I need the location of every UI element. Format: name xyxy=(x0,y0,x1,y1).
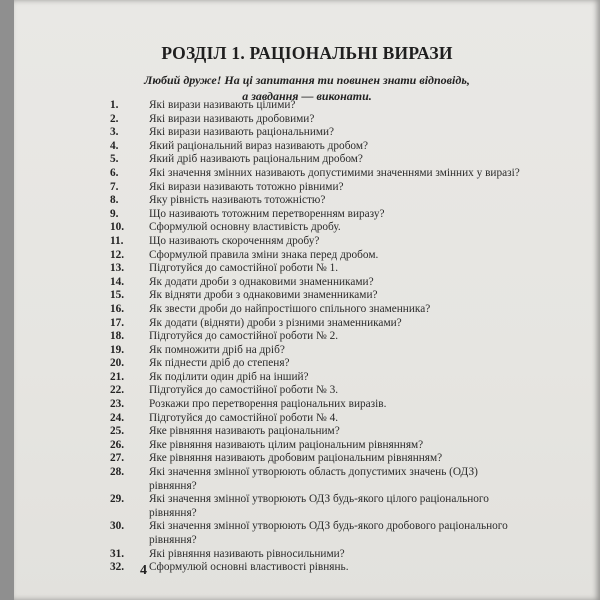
question-item xyxy=(110,167,522,181)
question-number: 32. xyxy=(110,561,125,574)
question-item xyxy=(110,126,522,140)
question-item xyxy=(110,235,522,249)
question-number: 16. xyxy=(110,302,125,315)
question-number: 20. xyxy=(110,357,125,370)
question-item xyxy=(110,221,522,235)
question-number: 8. xyxy=(110,194,119,207)
question-text: Які вирази називають раціональними? xyxy=(149,126,335,139)
question-text: Розкажи про перетворення раціональних виразів. xyxy=(149,398,387,411)
question-item xyxy=(110,452,522,466)
question-item xyxy=(110,398,522,412)
question-item xyxy=(110,289,522,303)
question-text: Підготуйся до самостійної роботи № 2. xyxy=(149,330,339,343)
question-number: 23. xyxy=(110,398,125,411)
question-text: Які рівняння називають рівносильними? xyxy=(149,547,345,560)
question-text: Як звести дроби до найпростішого спільного знаменника? xyxy=(149,302,431,315)
question-item xyxy=(110,466,522,493)
question-number: 22. xyxy=(110,384,125,397)
question-text: Що називають скороченням дробу? xyxy=(149,234,320,247)
question-item xyxy=(110,113,522,127)
question-item xyxy=(110,344,522,358)
question-text: Які значення змінної утворюють ОДЗ будь-якого дробового раціонального рівняння? xyxy=(149,520,508,546)
question-item xyxy=(110,208,522,222)
question-item xyxy=(110,140,522,154)
question-item xyxy=(110,330,522,344)
question-number: 3. xyxy=(110,126,119,139)
question-number: 19. xyxy=(110,343,125,356)
question-number: 7. xyxy=(110,180,119,193)
question-item xyxy=(110,181,522,195)
question-number: 18. xyxy=(110,330,125,343)
question-item xyxy=(110,303,522,317)
question-text: Підготуйся до самостійної роботи № 1. xyxy=(149,262,339,275)
question-number: 5. xyxy=(110,153,119,166)
question-item xyxy=(110,493,522,520)
question-item xyxy=(110,317,522,331)
question-item xyxy=(110,371,522,385)
question-text: Як додати (відняти) дроби з різними знаменниками? xyxy=(149,316,402,329)
question-number: 28. xyxy=(110,466,125,479)
question-number: 17. xyxy=(110,316,125,329)
question-text: Який раціональний вираз називають дробом? xyxy=(149,139,369,152)
question-text: Який дріб називають раціональним дробом? xyxy=(149,153,363,166)
question-item xyxy=(110,262,522,276)
question-item xyxy=(110,520,522,547)
question-text: Сформулюй основну властивість дробу. xyxy=(149,221,341,234)
question-item xyxy=(110,99,522,113)
section-title: РОЗДІЛ 1. РАЦІОНАЛЬНІ ВИРАЗИ xyxy=(161,43,453,63)
question-number: 13. xyxy=(110,262,125,275)
question-text: Як поділити один дріб на інший? xyxy=(149,370,309,383)
question-text: Яке рівняння називають раціональним? xyxy=(149,425,340,438)
question-item xyxy=(110,561,522,575)
question-item xyxy=(110,439,522,453)
question-item xyxy=(110,425,522,439)
question-number: 21. xyxy=(110,370,125,383)
question-number: 14. xyxy=(110,275,125,288)
question-item xyxy=(110,384,522,398)
question-text: Підготуйся до самостійної роботи № 3. xyxy=(149,384,339,397)
question-item xyxy=(110,548,522,562)
question-number: 4. xyxy=(110,139,119,152)
question-text: Яке рівняння називають цілим раціональним рівнянням? xyxy=(149,438,424,451)
question-number: 12. xyxy=(110,248,125,261)
question-item xyxy=(110,276,522,290)
intro-line-2: а завдання — виконати. xyxy=(242,89,372,103)
question-text: Які вирази називають дробовими? xyxy=(149,112,315,125)
question-number: 27. xyxy=(110,452,125,465)
question-number: 9. xyxy=(110,207,119,220)
question-text: Як піднести дріб до степеня? xyxy=(149,357,290,370)
question-text: Сформулюй основні властивості рівнянь. xyxy=(149,561,349,574)
question-number: 1. xyxy=(110,99,119,111)
question-text: Що називають тотожним перетворенням виразу? xyxy=(149,207,385,220)
book-page xyxy=(14,0,600,600)
question-text: Яку рівність називають тотожністю? xyxy=(149,194,326,207)
question-item xyxy=(110,249,522,263)
question-text: Які вирази називають цілими? xyxy=(149,99,296,111)
question-number: 30. xyxy=(110,520,125,533)
question-number: 10. xyxy=(110,221,125,234)
question-text: Сформулюй правила зміни знака перед дробом. xyxy=(149,248,379,261)
question-text: Як помножити дріб на дріб? xyxy=(149,343,285,356)
question-text: Як додати дроби з однаковими знаменниками? xyxy=(149,275,374,288)
question-number: 25. xyxy=(110,425,125,438)
intro-line-1: Любий друже! На ці запитання ти повинен знати відповідь, xyxy=(144,73,470,87)
question-text: Підготуйся до самостійної роботи № 4. xyxy=(149,411,339,424)
question-number: 6. xyxy=(110,166,119,179)
question-text: Як відняти дроби з однаковими знаменниками? xyxy=(149,289,378,302)
question-item xyxy=(110,357,522,371)
question-text: Які значення змінних називають допустимими значеннями змінних у виразі? xyxy=(149,166,520,179)
question-item xyxy=(110,194,522,208)
question-number: 15. xyxy=(110,289,125,302)
question-number: 2. xyxy=(110,112,119,125)
question-number: 31. xyxy=(110,547,125,560)
question-number: 29. xyxy=(110,493,125,506)
question-item xyxy=(110,153,522,167)
question-number: 11. xyxy=(110,234,124,247)
question-number: 26. xyxy=(110,438,125,451)
page-number: 4 xyxy=(140,563,147,578)
question-text: Які значення змінної утворюють область допустимих значень (ОДЗ) рівняння? xyxy=(149,466,478,492)
question-text: Яке рівняння називають дробовим раціональним рівнянням? xyxy=(149,452,443,465)
question-item xyxy=(110,412,522,426)
question-list xyxy=(110,99,522,575)
question-text: Які вирази називають тотожно рівними? xyxy=(149,180,344,193)
question-text: Які значення змінної утворюють ОДЗ будь-якого цілого раціонального рівняння? xyxy=(149,493,489,519)
question-number: 24. xyxy=(110,411,125,424)
